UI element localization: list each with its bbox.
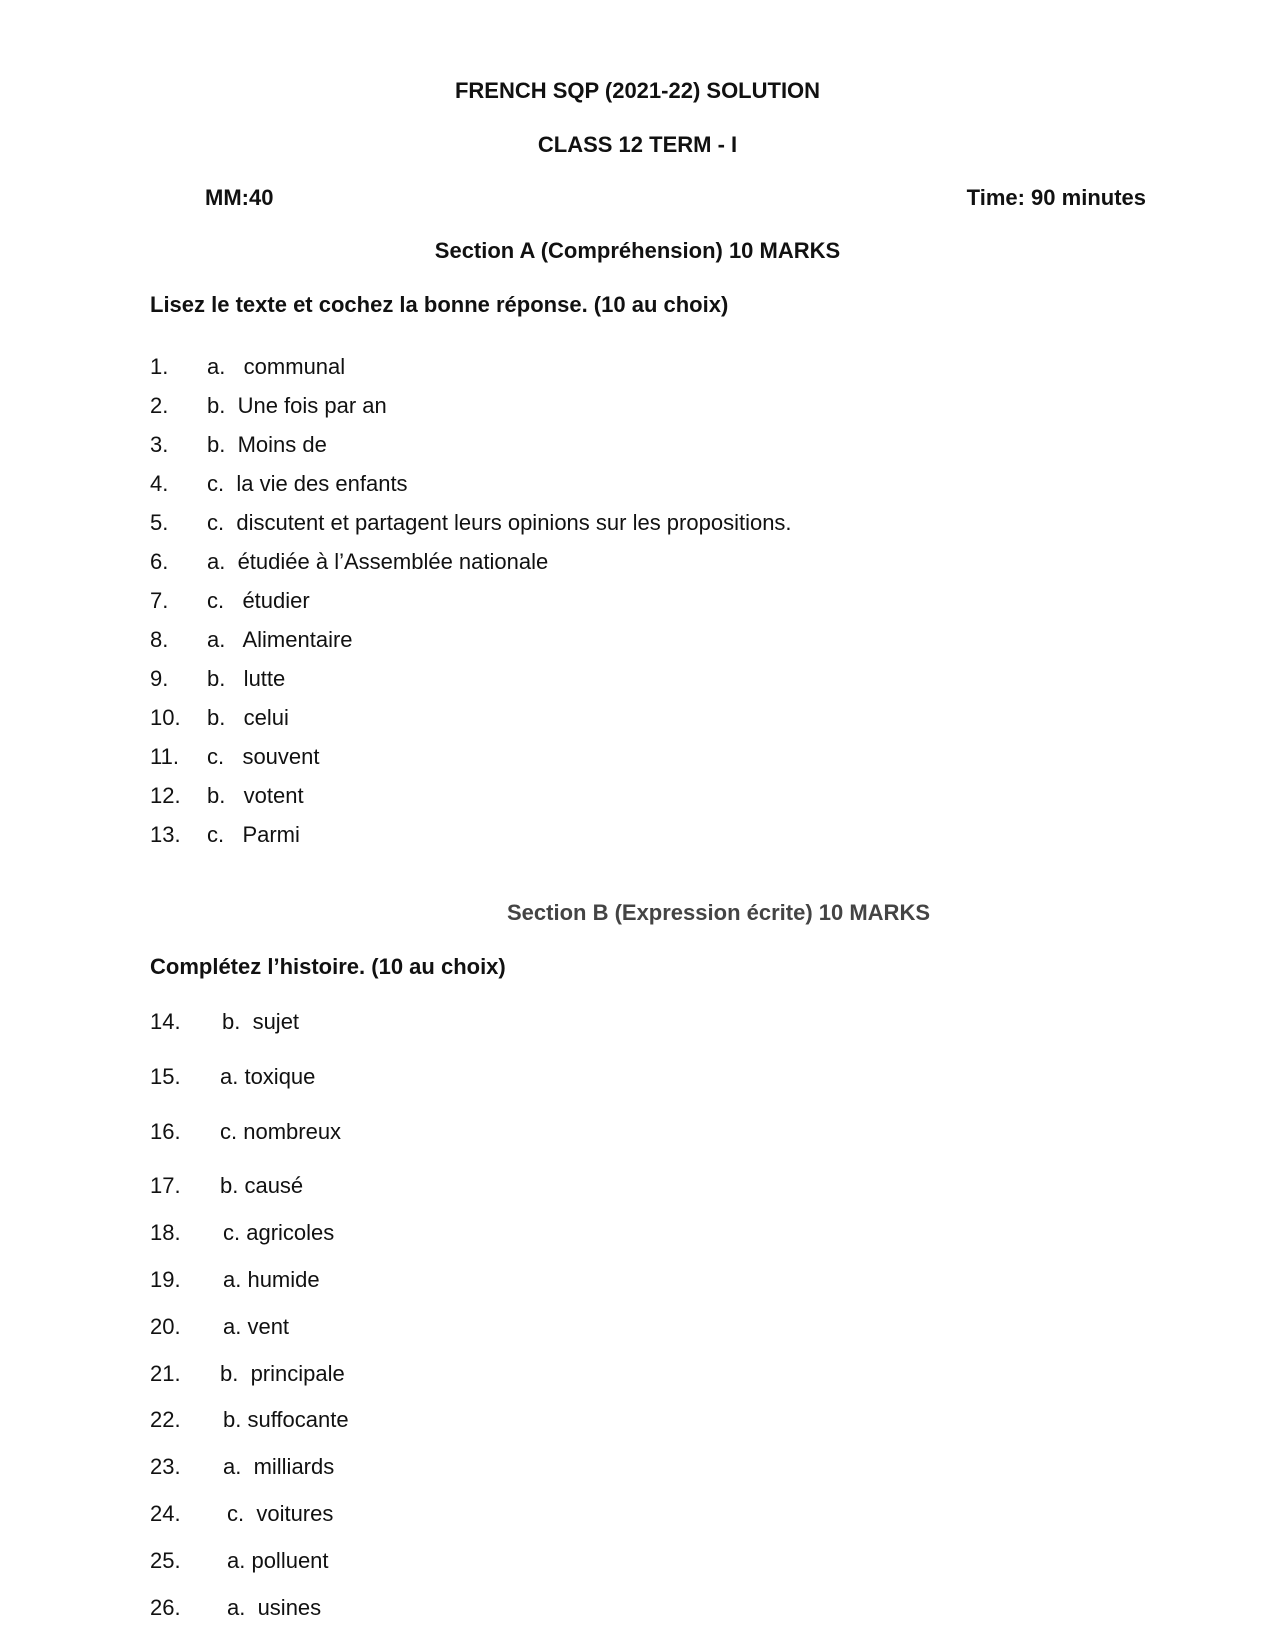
item-number: 4. (150, 471, 169, 496)
item-answer: c. souvent (207, 744, 320, 769)
item-answer: c. agricoles (223, 1220, 335, 1245)
item-answer: b. suffocante (223, 1407, 349, 1432)
item-answer: b. Une fois par an (207, 393, 387, 418)
item-number: 8. (150, 627, 169, 652)
item-answer: b. lutte (207, 666, 286, 691)
item-number: 6. (150, 549, 169, 574)
item-number: 20. (150, 1314, 181, 1339)
item-number: 24. (150, 1501, 181, 1526)
item-number: 12. (150, 783, 181, 808)
item-answer: c. étudier (207, 588, 310, 613)
item-number: 10. (150, 705, 181, 730)
item-answer: c. Parmi (207, 822, 300, 847)
item-number: 14. (150, 1009, 181, 1034)
item-answer: a. communal (207, 354, 346, 379)
item-answer: a. milliards (223, 1454, 335, 1479)
item-answer: a. polluent (227, 1548, 329, 1573)
item-number: 19. (150, 1267, 181, 1292)
item-number: 13. (150, 822, 181, 847)
item-answer: b. votent (207, 783, 304, 808)
item-number: 17. (150, 1173, 181, 1198)
item-number: 3. (150, 432, 169, 457)
item-number: 2. (150, 393, 169, 418)
item-number: 15. (150, 1064, 181, 1089)
item-answer: c. nombreux (220, 1119, 342, 1144)
item-answer: a. vent (223, 1314, 290, 1339)
section-a-heading: Section A (Compréhension) 10 MARKS (434, 238, 841, 263)
item-answer: c. la vie des enfants (207, 471, 408, 496)
item-number: 1. (150, 354, 169, 379)
item-answer: c. discutent et partagent leurs opinions sur les propositions. (207, 510, 792, 535)
section-b-heading: Section B (Expression écrite) 10 MARKS (507, 900, 931, 925)
item-number: 11. (150, 744, 179, 769)
item-number: 18. (150, 1220, 181, 1245)
document-title: FRENCH SQP (2021-22) SOLUTION (454, 78, 821, 103)
item-answer: b. sujet (222, 1009, 300, 1034)
class-term-heading: CLASS 12 TERM - I (537, 132, 738, 157)
section-b-instruction: Complétez l’histoire. (10 au choix) (150, 954, 506, 979)
item-answer: a. humide (223, 1267, 320, 1292)
item-answer: a. Alimentaire (207, 627, 353, 652)
item-number: 21. (150, 1361, 181, 1386)
item-answer: a. étudiée à l’Assemblée nationale (207, 549, 549, 574)
item-answer: b. causé (220, 1173, 304, 1198)
item-answer: b. celui (207, 705, 289, 730)
item-number: 26. (150, 1595, 181, 1620)
item-number: 5. (150, 510, 169, 535)
item-number: 25. (150, 1548, 181, 1573)
item-number: 16. (150, 1119, 181, 1144)
item-answer: a. toxique (220, 1064, 316, 1089)
item-number: 22. (150, 1407, 181, 1432)
item-answer: a. usines (227, 1595, 322, 1620)
item-answer: b. principale (220, 1361, 345, 1386)
section-a-instruction: Lisez le texte et cochez la bonne réponse. (10 au choix) (150, 292, 729, 317)
item-answer: c. voitures (227, 1501, 334, 1526)
time-allowed: Time: 90 minutes (966, 185, 1146, 210)
item-number: 23. (150, 1454, 181, 1479)
item-answer: b. Moins de (207, 432, 327, 457)
item-number: 9. (150, 666, 169, 691)
item-number: 7. (150, 588, 169, 613)
max-marks: MM:40 (205, 185, 274, 210)
